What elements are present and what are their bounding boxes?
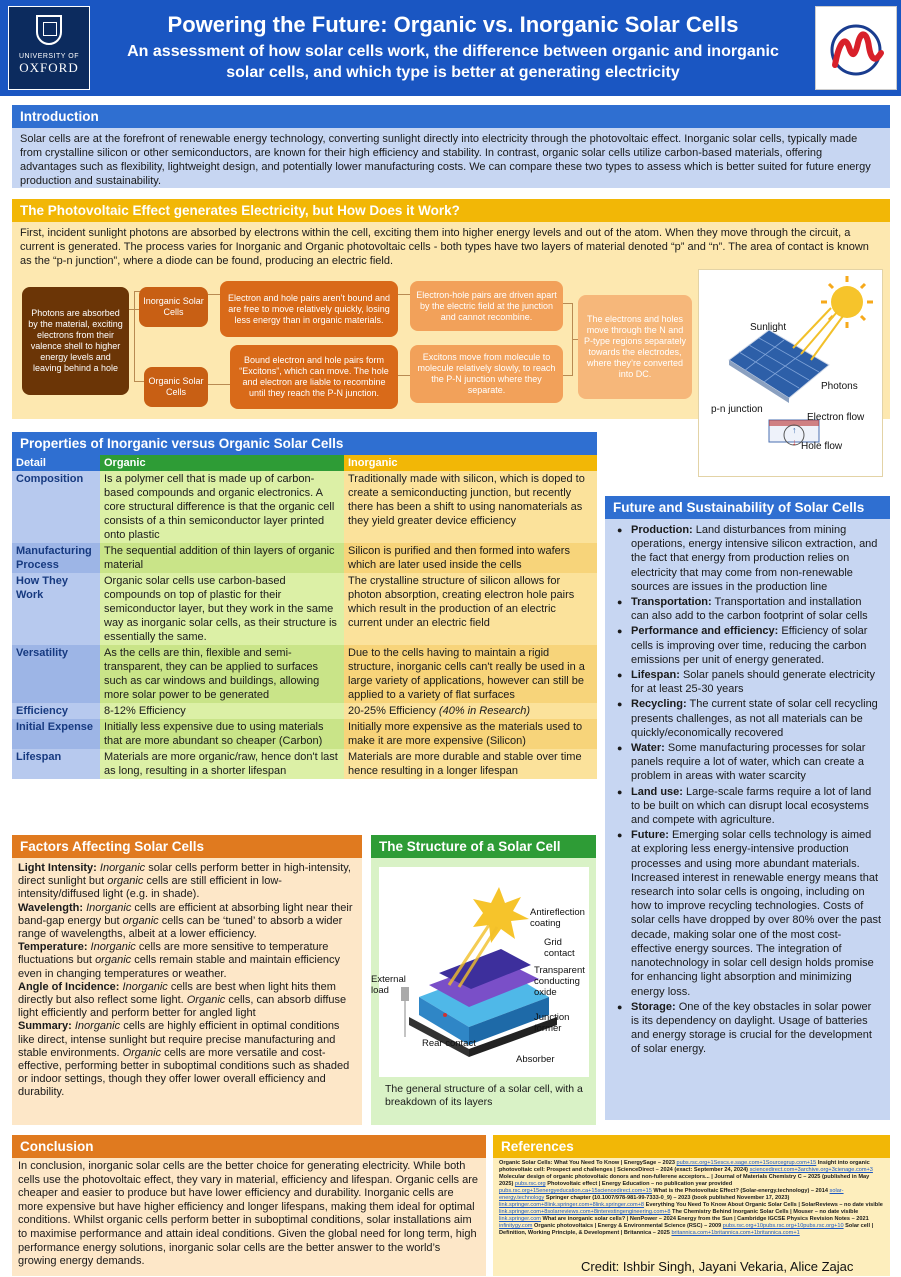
header-inorganic: Inorganic — [344, 455, 597, 471]
label-hole-flow: Hole flow — [801, 441, 843, 452]
row-inorganic — [344, 703, 597, 719]
poster-header — [0, 0, 901, 96]
reference-link[interactable]: pubs.rsc.org+15energyeducation.ca+15sciencedirect.com+15 — [499, 1188, 652, 1194]
flow-organic-step1: Bound electron and hole pairs form “Excitons”, which can move. The hole and electron are liable to recombine until they reach the P-N junction. — [230, 345, 398, 409]
properties-table — [12, 455, 597, 779]
reference-link[interactable]: pubs.rsc.org+1Sescs.e.sage.com+1Sourcegrup.com+15 — [676, 1160, 817, 1166]
reference-link[interactable]: britannica.com+1britannica.com+1britannica.com+1 — [671, 1230, 800, 1236]
label-rear-contact: Rear contact — [422, 1038, 476, 1049]
list-item: ● Water: Some manufacturing processes for solar panels require a lot of water, which can create a problem in areas with water scarcity — [617, 741, 882, 784]
list-item: ● Future: Emerging solar cells technology is aimed at exploring less energy-intensive production processes and using more abundant materials. Increased interest in renewable energy means that research into solar cells is ongoing, including on how to improve recycling technologies. Costs of solar cells have dropped by over 80% over the past decade, making solar one of the most cost-effective energy sources. The integration of nanotechnology in solar cell design holds promise for enhancing light absorption and minimizing energy loss. — [617, 828, 882, 998]
flow-start: Photons are absorbed by the material, exciting electrons from their valence shell to higher energy levels and leaving behind a hole — [22, 287, 129, 395]
logo-line2: OXFORD — [19, 60, 79, 75]
efficiency-value: 20-25% Efficiency — [348, 705, 436, 717]
references-title: References — [493, 1135, 890, 1158]
label-electron-flow: Electron flow — [807, 412, 865, 423]
table-row — [12, 543, 597, 573]
flow-inorganic-step1: Electron and hole pairs aren’t bound and are free to move relatively quickly, losing less energy than in organic materials. — [220, 281, 398, 337]
conclusion-text: In conclusion, inorganic solar cells are the better choice for generating electricity. While both cells use the photovoltaic effect, they vary in material, efficiency and lifespan. Organic cells are cheaper and easier to produce but have lower efficiency and durability. Inorganic cells are more expensive but have higher efficiency and longer lifespans, making them ideal for optimal conditions. Whilst organic cells perform better in suboptimal conditions, solar installations aim to maximise performance and attain ideal conditions. Given the global need for long term, high performance energy solutions, inorganic solar cells are the better answer to the world’s growing energy demands. — [18, 1160, 478, 1268]
flow-organic-step2: Excitons move from molecule to molecule relatively slowly, to reach the P-N junction where they separate. — [410, 345, 563, 403]
structure-caption: The general structure of a solar cell, with a breakdown of its layers — [385, 1083, 583, 1108]
row-organic: Initially less expensive due to using materials that are more abundant so cheaper (Carbon) — [100, 719, 344, 749]
reference-link[interactable]: sciencedirect.com+3archive.org+3cienage.com+3 — [749, 1167, 873, 1173]
reference-link[interactable]: link.springer.com — [499, 1216, 541, 1222]
row-inorganic: Due to the cells having to maintain a rigid structure, inorganic cells can't really be used in a large variety of applications, however can still be applied to a variety of flat surfaces — [344, 645, 597, 703]
row-organic: Is a polymer cell that is made up of carbon-based compounds and organic electronics. A core structural difference is that the organic cell consists of a thin semiconductor layer printed onto plastic — [100, 471, 344, 543]
factor-item: Angle of Incidence: Inorganic cells are best when light hits them directly but also reflect some light. Organic cells, can absorb diffuse light efficiently and perform better for angled light — [18, 980, 347, 1020]
list-item: ● Lifespan: Solar panels should generate electricity for at least 25-30 years — [617, 668, 882, 696]
row-organic: 8-12% Efficiency — [100, 703, 344, 719]
intro-section — [12, 105, 890, 188]
row-detail: Manufacturing Process — [12, 543, 100, 573]
label-external-load: External load — [371, 974, 406, 996]
properties-title: Properties of Inorganic versus Organic Solar Cells — [12, 432, 597, 455]
poster-subtitle: An assessment of how solar cells work, the difference between organic and inorganic solar cells, and which type is better at generating electricity — [127, 43, 779, 81]
intro-text: Solar cells are at the forefront of renewable energy technology, converting sunlight directly into electricity through the photovoltaic effect. Inorganic solar cells, typically made from crystalline silicon or other semiconductors, are known for their high efficiency and stability. In contrast, organic solar cells utilize carbon-based materials, offering advantages such as flexibility, lightweight design, and potentially lower manufacturing costs. We can compare these two types to assess which is better suited for future energy production and sustainability. — [20, 133, 871, 187]
label-grid-contact: Grid contact — [544, 937, 575, 959]
reference-link[interactable]: link.springer.com+8solarreviews.com+8interestingengineering.com+8 — [499, 1209, 671, 1215]
factor-item: Summary: Inorganic cells are highly efficient in optimal conditions like direct, intense sunlight but require precise manufacturing and stable environments. Organic cells are more versatile and cost-effective, performing better in suboptimal conditions such as shaded or indoor settings, though they offer lower overall efficiency and durability. — [18, 1020, 350, 1099]
factor-item: Wavelength: Inorganic cells are efficient at absorbing light near their band-gap energy but organic cells can be ‘tuned’ to absorb a wider range of wavelengths, albeit at a lower efficiency. — [18, 901, 353, 941]
flow-inorganic-step2: Electron-hole pairs are driven apart by the electric field at the junction and cannot recombine. — [410, 281, 563, 331]
label-absorber: Absorber — [516, 1054, 555, 1065]
oxford-crest-icon — [36, 15, 62, 45]
header-organic: Organic — [100, 455, 344, 471]
row-inorganic: Silicon is purified and then formed into wafers which are later used inside the cells — [344, 543, 597, 573]
svg-text:↑: ↑ — [792, 425, 797, 435]
row-organic: Organic solar cells use carbon-based compounds on top of plastic for their semiconductor layer, but they work in the same way as inorganic solar cells, as their structure is essentially the same. — [100, 573, 344, 645]
future-section — [605, 496, 890, 1120]
credit-line: Credit: Ishbir Singh, Jayani Vekaria, Alice Zajac — [581, 1259, 854, 1274]
row-detail: Efficiency — [12, 703, 100, 719]
solar-cell-structure-diagram — [371, 867, 589, 1077]
table-row — [12, 703, 597, 719]
factors-text — [12, 858, 362, 1104]
flow-organic: Organic Solar Cells — [144, 367, 208, 407]
row-detail: Lifespan — [12, 749, 100, 779]
label-photons: Photons — [821, 381, 858, 392]
structure-section — [371, 835, 596, 1125]
factors-title: Factors Affecting Solar Cells — [12, 835, 362, 858]
label-sunlight: Sunlight — [750, 322, 787, 333]
table-row — [12, 719, 597, 749]
row-inorganic: The crystalline structure of silicon allows for photon absorption, creating electron hole pairs which result in the production of an electric current under an electric field — [344, 573, 597, 645]
row-organic: The sequential addition of thin layers of organic material — [100, 543, 344, 573]
pv-text: First, incident sunlight photons are absorbed by electrons within the cell, exciting them into higher energy levels and out of the atom. When they move through the circuit, a current is generated. The process varies for Inorganic and Organic photovoltaic cells - both types have two layers of material denoted “p” and “n”. The area of contact is known as the “p-n junction”, where a diode can be found, producing an electric field. — [20, 227, 869, 267]
properties-section — [12, 432, 597, 823]
conclusion-section — [12, 1135, 486, 1276]
list-item: ● Production: Land disturbances from mining operations, energy intensive silicon extraction, and the fact that energy from production relies on electricity that may come from non-renewable sources are issues in the production line — [617, 523, 882, 594]
factor-item: Light Intensity: Inorganic solar cells perform better in high-intensity, direct sunlight but organic cells are still efficient in low-intensity/diffused light (e.g. in shade). — [18, 862, 351, 901]
label-antireflection: Antireflection coating — [530, 907, 585, 929]
reference-link[interactable]: solar-energy.technology — [499, 1188, 844, 1201]
row-detail: Versatility — [12, 645, 100, 703]
table-row — [12, 645, 597, 703]
list-item: ● Performance and efficiency: Efficiency of solar cells is improving over time, reducing the carbon emissions per unit of energy generated. — [617, 624, 882, 667]
future-title: Future and Sustainability of Solar Cells — [605, 496, 890, 519]
row-organic: Materials are more organic/raw, hence don't last as long, resulting in a shorter lifespan — [100, 749, 344, 779]
row-inorganic: Traditionally made with silicon, which is doped to create a semiconducting junction, but recently there has been a shift to using nanomaterials as they yield greater device efficiency — [344, 471, 597, 543]
logo-line1: UNIVERSITY OF — [18, 53, 80, 60]
references-section — [493, 1135, 890, 1276]
pv-title: The Photovoltaic Effect generates Electricity, but How Does it Work? — [12, 199, 890, 222]
future-list — [605, 519, 890, 1057]
list-item: ● Transportation: Transportation and installation can also add to the carbon footprint of solar cells — [617, 595, 882, 623]
row-organic: As the cells are thin, flexible and semi-transparent, they can be applied to surfaces such as car windows and buildings, allowing more solar power to be generated — [100, 645, 344, 703]
reference-link[interactable]: pubs.rsc.org — [514, 1181, 546, 1187]
label-pn-junction: p-n junction — [711, 404, 763, 415]
pv-diagram — [698, 269, 883, 477]
row-detail: Composition — [12, 471, 100, 543]
row-inorganic: Initially more expensive as the materials used to make it are more expensive (Silicon) — [344, 719, 597, 749]
row-detail: How They Work — [12, 573, 100, 645]
table-row — [12, 471, 597, 543]
row-detail: Initial Expense — [12, 719, 100, 749]
table-row — [12, 749, 597, 779]
oxford-logo — [8, 6, 90, 90]
label-tco: Transparent conducting oxide — [534, 965, 585, 998]
factor-item: Temperature: Inorganic cells are more sensitive to temperature fluctuations but organic cells remain stable and maintain efficiency even in changing temperatures or weather. — [18, 941, 341, 980]
conclusion-title: Conclusion — [12, 1135, 486, 1158]
reference-link[interactable]: infinitygy.com — [499, 1223, 533, 1229]
flow-end: The electrons and holes move through the N and P-type regions separately towards the electrodes, where they’re converted into DC. — [578, 295, 692, 399]
header-detail: Detail — [12, 455, 100, 471]
list-item: ● Recycling: The current state of solar cell recycling presents challenges, as not all materials can be quickly/economically recovered — [617, 697, 882, 740]
nu-logo-icon — [815, 6, 897, 90]
structure-title: The Structure of a Solar Cell — [371, 835, 596, 858]
row-inorganic: Materials are more durable and stable over time hence resulting in a longer lifespan — [344, 749, 597, 779]
factors-section — [12, 835, 362, 1125]
efficiency-note: (40% in Research) — [438, 705, 531, 717]
label-junction-former: Junction former — [534, 1012, 570, 1034]
poster-title: Powering the Future: Organic vs. Inorganic Solar Cells — [167, 12, 739, 37]
intro-title: Introduction — [12, 105, 890, 128]
list-item: ● Storage: One of the key obstacles in solar power is its dependency on daylight. Usage of batteries and energy storage is crucial for the development of solar energy. — [617, 1000, 882, 1057]
reference-link[interactable]: pubs.rsc.org+10pubs.rsc.org+10pubs.rsc.org+10 — [722, 1223, 844, 1229]
table-row — [12, 573, 597, 645]
references-list: Organic Solar Cells: What You Need To Know | EnergySage – 2023 pubs.rsc.org+1Sescs.e.sage.com+1Sourcegrup.com+15 Insight into organic photovoltaic cell: Prospect and challenges | ScienceDirect – 2024 (exact: September 24, 2024) sciencedirect.com+3archive.org+3cienage.com+3 Molecular design of organic photovoltaic donors and non-fullerene acceptors... | Journal of Materials Chemistry C – 2025 (published in May 2025) pubs.rsc.org Photovoltaic effect | Energy Education – no publication year provided pubs.rsc.org+15energyeducation.ca+15sciencedirect.com+15 What is the Photovoltaic Effect? (Solar-energy.technology) – 2014 solar-energy.technology Springer chapter (10.1007/978-981-99-7333-0_9) – 2023 (book published November 17, 2023) link.springer.com+8link.springer.com+8link.springer.com+8 Everything You Need To Know About Organic Solar Cells | SolarReviews – no date visible link.springer.com+8solarreviews.com+8interestingengineering.com+8 The Chemistry Behind Inorganic Solar Cells | Mouser – no date visible link.springer.com What are inorganic solar cells? | NenPower – 2024 Energy from the Sun | Cambridge IGCSE Physics Revision Notes – 2021 infinitygy.com Organic photovoltaics | Energy & Environmental Science (RSC) – 2009 pubs.rsc.org+10pubs.rsc.org+10pubs.rsc.org+10 Solar cell | Definition, Working Principle, & Development | Britannica – 2025 britannica.com+1britannica.com+1britannica.com+1 — [499, 1160, 883, 1236]
list-item: ● Land use: Large-scale farms require a lot of land to be built on which can disrupt local ecosystems and compete with agriculture. — [617, 785, 882, 828]
reference-link[interactable]: link.springer.com+8link.springer.com+8link.springer.com+8 — [499, 1202, 645, 1208]
svg-text:↓: ↓ — [792, 437, 797, 447]
flow-inorganic: Inorganic Solar Cells — [139, 287, 208, 327]
